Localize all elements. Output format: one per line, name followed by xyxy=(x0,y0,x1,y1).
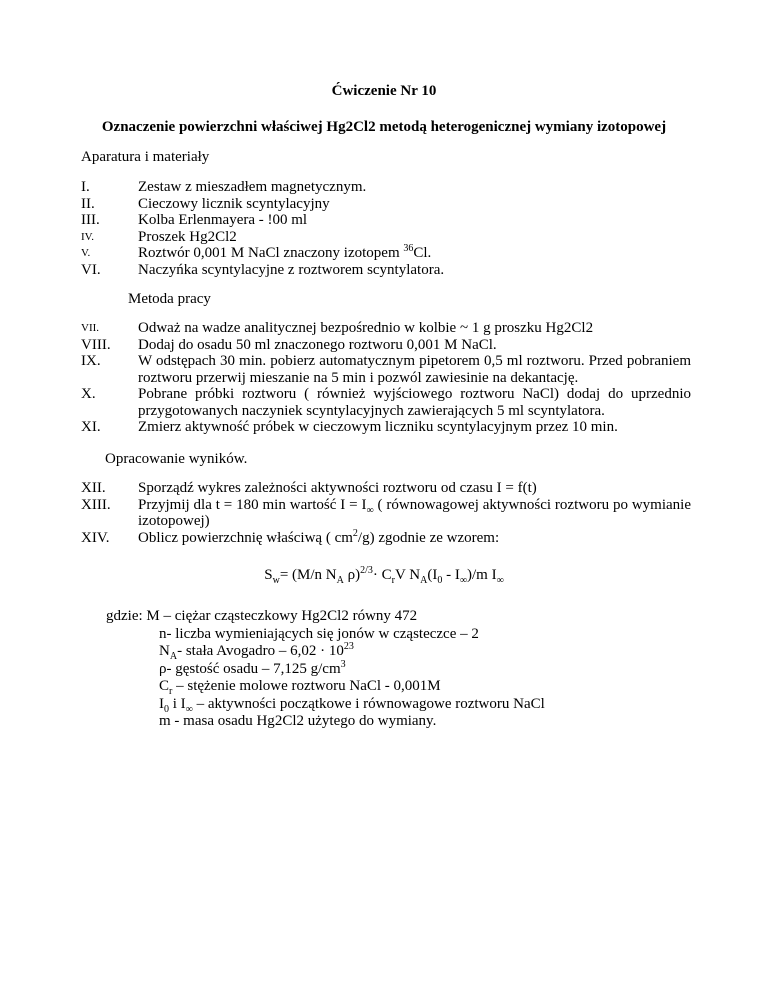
legend-line: gdzie: M – ciężar cząsteczkowy Hg2Cl2 równy 472 xyxy=(106,608,418,624)
list-item: V. Roztwór 0,001 M NaCl znaczony izotopem $^{36}$Cl. xyxy=(81,243,432,261)
legend-line: $C_r$ – stężenie molowe roztworu NaCl - 0,001M xyxy=(159,678,441,697)
list-item: IX. W odstępach 30 min. pobierz automatycznym pipetorem 0,5 ml roztworu. Przed pobraniem roztworu przerwij mieszanie na 5 min i pozwól zawiesinie na dekantację. xyxy=(81,353,691,386)
legend-line: $N_A-$ stała Avogadro – $6,02 \cdot 10^{23}$ xyxy=(159,641,354,662)
surface-area-formula: $S_w= (M/n$ $N_A$ $\rho)^{2/3}\cdot C_rV$ $N_A(I_0 - I_\infty)/m$ $I_\infty$ xyxy=(264,565,504,586)
list-item: III. Kolba Erlenmayera - !00 ml xyxy=(81,212,308,228)
list-item: VII. Odważ na wadze analitycznej bezpośrednio w kolbie ~ 1 g proszku Hg2Cl2 xyxy=(81,320,594,336)
section-heading-apparatus: Aparatura i materiały xyxy=(81,149,210,165)
list-item: X. Pobrane próbki roztworu ( również wyjściowego roztworu NaCl) dodaj do uprzednio przygotowanych naczyniek scyntylacyjnych zawierających 5 ml scyntylatora. xyxy=(81,386,691,419)
list-item: XI. Zmierz aktywność próbek w cieczowym liczniku scyntylacyjnym przez 10 min. xyxy=(81,419,618,435)
list-item: XIV. Oblicz powierzchnię właściwą ( $cm^2/g$) zgodnie ze wzorem: xyxy=(81,527,500,546)
list-item: IV. Proszek Hg2Cl2 xyxy=(81,228,237,245)
list-item: II. Cieczowy licznik scyntylacyjny xyxy=(81,195,330,212)
section-heading-method: Metoda pracy xyxy=(128,291,211,307)
legend-line: m - masa osadu Hg2Cl2 użytego do wymiany. xyxy=(159,713,437,729)
method-list xyxy=(81,320,691,436)
list-item: XIII. Przyjmij dla t = 180 min wartość $I = I_\infty$ ( równowagowej aktywności roztworu po wymianie izotopowej) xyxy=(81,496,691,529)
results-list xyxy=(81,480,691,546)
legend-line: $I_0$ i $I_\infty$ – aktywności początkowe i równowagowe roztworu NaCl xyxy=(159,695,545,715)
list-item: VIII. Dodaj do osadu 50 ml znaczonego roztworu 0,001 M NaCl. xyxy=(81,336,497,353)
section-heading-results: Opracowanie wyników. xyxy=(105,451,248,467)
apparatus-list xyxy=(81,179,718,278)
list-item: I. Zestaw z mieszadłem magnetycznym. xyxy=(81,179,367,195)
list-item: VI. Naczyńka scyntylacyjne z roztworem scyntylatora. xyxy=(81,261,445,278)
page-title: Ćwiczenie Nr 10 xyxy=(331,83,437,99)
list-item: XII. Sporządź wykres zależności aktywności roztworu od czasu I = f(t) xyxy=(81,480,537,496)
page-subtitle: Oznaczenie powierzchni właściwej Hg2Cl2 metodą heterogenicznej wymiany izotopowej xyxy=(101,119,667,135)
legend-line: ρ- gęstość osadu – 7,125 $g/cm^3$ xyxy=(159,658,346,677)
formula-legend xyxy=(106,608,545,731)
legend-line: n- liczba wymieniających się jonów w cząsteczce – 2 xyxy=(159,625,479,642)
